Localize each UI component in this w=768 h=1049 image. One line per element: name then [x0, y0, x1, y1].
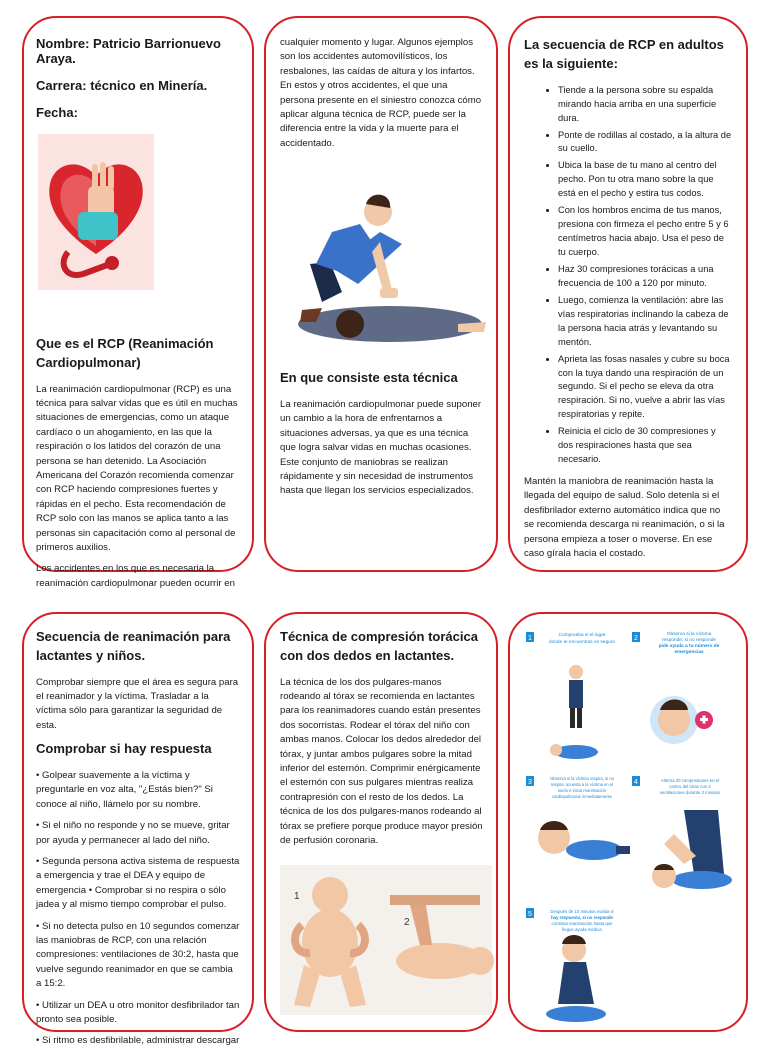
step-text: Observa si la víctima — [666, 632, 712, 637]
list-item: • Ponte de rodillas al costado, a la altura de su cuello. — [558, 129, 732, 157]
step-text: Después de 10 minutos evalúa si — [550, 909, 614, 914]
step-number: 5 — [528, 911, 532, 918]
step-number: 1 — [528, 635, 532, 642]
bullet-paragraph: • Golpear suavemente a la víctima y preguntarle en voz alta, "¿Estás bien?" Si conoce al niño, llámelo por su nombre. — [36, 770, 213, 810]
career-line: Carrera: técnico en Minería. — [36, 78, 208, 93]
infant-technique-heading: Técnica de compresión torácica con dos dedos en lactantes. — [280, 629, 478, 663]
step-text: respira, acuesta a la víctima en el — [550, 782, 614, 787]
bullet-paragraph: • Segunda persona activa sistema de respuesta a emergencia y trae el DEA y equipo de emergencia • Comprobar si no respira o sólo jadea y al mismo tiempo comprobar el pulso. — [36, 856, 240, 911]
infant-compression-illustration — [280, 865, 492, 1015]
step-text: pide ayuda a tu número de — [658, 644, 720, 649]
step-text: responde; si no responde — [661, 638, 717, 643]
step-text: cardiopulmonar inmediatamente — [552, 794, 612, 799]
step-number: 4 — [634, 779, 638, 786]
list-item: • Luego, comienza la ventilación: abre las vías respiratorias inclinando la cabeza de la persona hacia atrás y levantando su mentón. — [558, 294, 732, 350]
list-item: • Reinicia el ciclo de 30 compresiones y dos respiraciones hasta que sea necesario. — [558, 425, 732, 467]
list-item: • Ubica la base de tu mano al centro del pecho. Pon tu otra mano sobre la que está en el pecho y estira tus codos. — [558, 159, 732, 201]
step-text: suelo e inicia reanimación — [557, 788, 607, 793]
panel-infant-technique — [264, 612, 498, 1032]
panel-adult-sequence — [508, 16, 748, 572]
what-is-rcp-heading: Que es el RCP (Reanimación Cardiopulmonar) — [36, 336, 214, 370]
bullet-paragraph: • Utilizar un DEA u otro monitor desfibrilador tan pronto sea posible. — [36, 999, 240, 1025]
check-response-heading: Comprobar si hay respuesta — [36, 741, 212, 757]
intro-paragraph: La reanimación cardiopulmonar (RCP) es una técnica para salvar vidas que es útil en muchas situaciones de emergencias, como un ataque cardíaco o un ahogamiento, en las que la respiración o los latidos del corazón de una persona se han detenido. La Asociación Americana del Corazón recomienda comenzar con RCP haciendo compresiones fuertes y rápidas en el pecho. Esta recomendación de RCP solo con las manos se aplica tanto a las personas sin capacitación como al personal de primeros auxilios. — [36, 383, 238, 553]
accidents-paragraph: Los accidentes en los que es necesaria la reanimación cardiopulmonar pueden ocurrir en — [36, 563, 235, 589]
maintain-paragraph: Mantén la maniobra de reanimación hasta la llegada del equipo de salud. Solo detenla si el desfibrilador externo automático indica que no se recomienda descarga ni reanimación, o si la persona empieza a toser o moverse. En ese caso gírala hacia el costado. — [524, 476, 725, 560]
step-text: emergencias — [674, 650, 704, 655]
step-text: Observa si la víctima respira, si no — [550, 776, 614, 781]
step-text: Alterna 30 compresiones en el — [660, 778, 720, 783]
bullet-paragraph: • Si el niño no responde y no se mueve, gritar por ayuda y permanecer al lado del niño. — [36, 820, 230, 846]
list-item: • Tiende a la persona sobre su espalda mirando hacia arriba en una superficie dura. — [558, 84, 732, 126]
children-sequence-heading: Secuencia de reanimación para lactantes y niños. — [36, 629, 231, 663]
name-line: Nombre: Patricio Barrionuevo Araya. — [36, 36, 221, 66]
technique-paragraph: La reanimación cardiopulmonar puede suponer un cambio a la hora de enfrentarnos a situaciones adversas, ya que es una técnica que logra salvar vidas en muchas ocasiones. Este conjunto de maniobras se realizan rápidamente y sin necesidad de instrumentos hasta que llegan los servicios especializados. — [280, 398, 482, 497]
adult-cpr-illustration — [280, 172, 492, 350]
step-number: 2 — [634, 635, 638, 642]
step-number: 3 — [528, 779, 532, 786]
panel-technique — [264, 16, 498, 572]
list-item: • Con los hombros encima de tus manos, presiona con firmeza el pecho entre 5 y 6 centímetros hacia abajo. Usa el peso de tu cuerpo. — [558, 204, 732, 260]
technique-heading: En que consiste esta técnica — [280, 370, 458, 386]
accidents-continued-paragraph: cualquier momento y lugar. Algunos ejemplos son los accidentes automovilísticos, los resbalones, las caídas de altura y los infartos. En estos y otros accidentes, el que una persona presente en el siniestro conozca cómo aplicar alguna técnica de RCP, puede ser la diferencia entre la vida y la muerte para el accidentado. — [280, 37, 482, 149]
panel-steps-infographic — [508, 612, 748, 1032]
bullet-paragraph: • Si no detecta pulso en 10 segundos comenzar las maniobras de RCP, con una relación compresiones: ventilaciones de 30:2, hasta que vuelve segundo reanimador en que se cambia a 15:2. — [36, 920, 240, 990]
heart-hands-illustration — [38, 134, 154, 290]
list-item: • Haz 30 compresiones torácicas a una frecuencia de 100 a 120 por minuto. — [558, 263, 732, 291]
safety-paragraph: Comprobar siempre que el área es segura para el reanimador y la víctima. Trasladar a la víctima sólo para garantizar la seguridad de esta. — [36, 676, 239, 731]
list-item: • Aprieta las fosas nasales y cubre su boca con la tuya dando una respiración de un segundo. Si el pecho se eleva da otra respiración. Si no, vuelve a abrir las vías respiratorias y repite. — [558, 353, 732, 423]
step-text: hay respuesta, si no responde — [551, 915, 613, 920]
adult-sequence-heading: La secuencia de RCP en adultos es la siguiente: — [524, 37, 724, 71]
step-text: ventilaciones durante 2 minutos — [659, 790, 721, 795]
date-line: Fecha: — [36, 105, 78, 120]
panel-intro — [22, 16, 254, 589]
step-text: donde te encuentras es seguro — [548, 640, 616, 645]
bullet-paragraph: • Si ritmo es desfibrilable, administrar descargar — [36, 1035, 240, 1047]
figure-label-2: 2 — [404, 917, 410, 929]
step-text: continua reanimación hasta que — [551, 921, 613, 926]
step-text: centro del tórax con 2 — [669, 784, 711, 789]
adult-steps-list — [524, 84, 732, 467]
panel-children-sequence — [22, 612, 254, 1047]
step-text: llegue ayuda médica — [562, 927, 602, 932]
figure-label-1: 1 — [294, 891, 300, 903]
infant-technique-paragraph: La técnica de los dos pulgares-manos rodeando al tórax se recomienda en lactantes para los reanimadores cuando están presentes dos socorristas. Rodear el tórax del niño con ambas manos. Colocar los dedos alrededor del tórax, y juntar ambos pulgares sobre la mitad inferior del esternón. Comprimir enérgicamente el esternón con sus pulgares mientras realiza contrapresión con el resto de los dedos. La técnica de los dos pulgares-manos rodeando al tórax se prefiere porque produce mayor presión de perfusión coronaria. — [280, 676, 483, 846]
cpr-steps-infographic — [524, 624, 738, 1024]
step-text: Comprueba si el lugar — [558, 633, 606, 638]
